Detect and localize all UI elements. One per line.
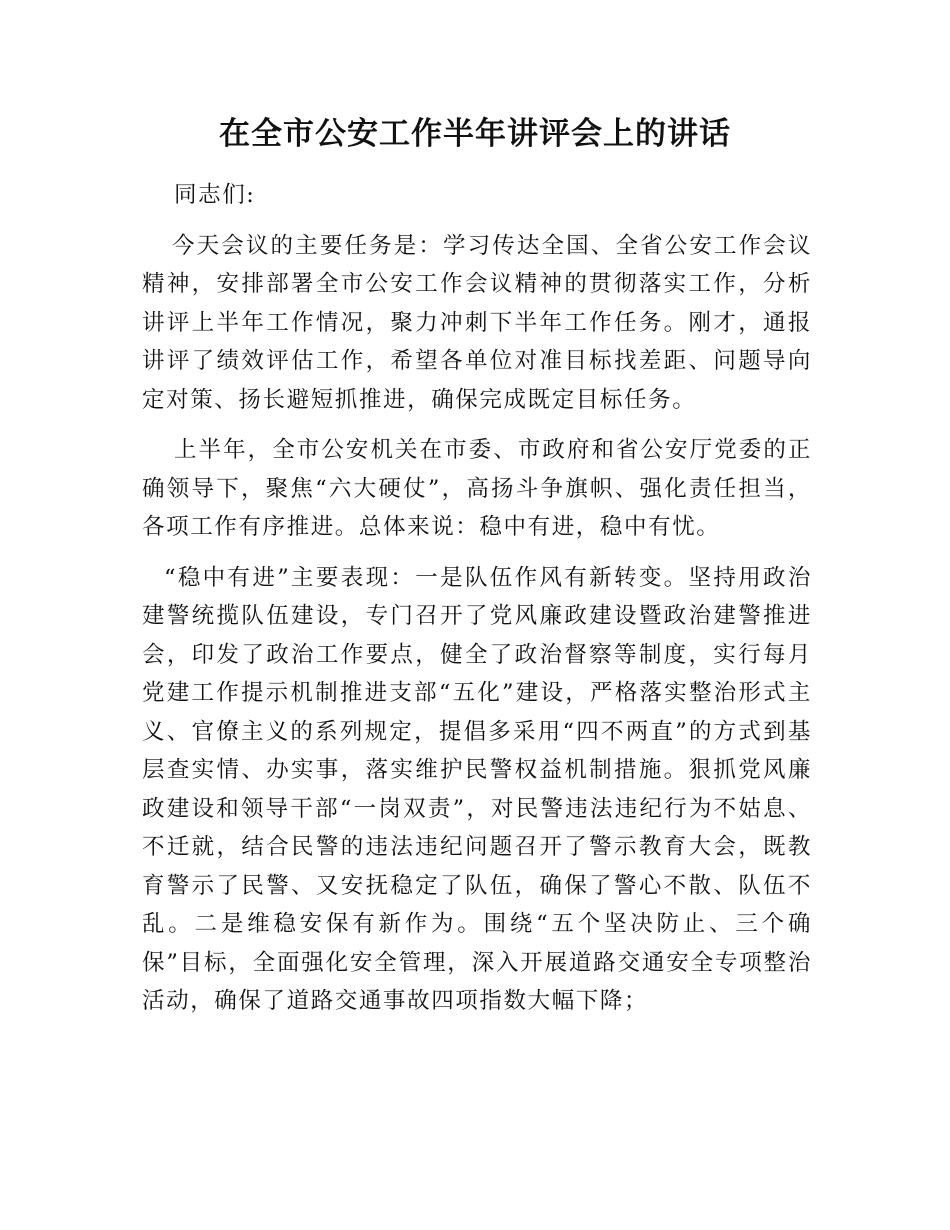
- salutation: 同志们:: [174, 182, 256, 208]
- document-body: [142, 176, 812, 1033]
- paragraph-meeting-tasks: 今天会议的主要任务是：学习传达全国、全省公安工作会议精神，安排部署全市公安工作会议精神的贯彻落实工作，分析讲评上半年工作情况，聚力冲刺下半年工作任务。刚才，通报讲评了绩效评估工作，希望各单位对准目标找差距、问题导向定对策、扬长避短抓推进，确保完成既定目标任务。: [142, 232, 812, 413]
- paragraph-first-half-summary: 上半年，全市公安机关在市委、市政府和省公安厅党委的正确领导下，聚焦“六大硬仗”，高扬斗争旗帜、强化责任担当，各项工作有序推进。总体来说：稳中有进，稳中有忧。: [142, 437, 812, 540]
- paragraph-progress-details: “稳中有进”主要表现：一是队伍作风有新转变。坚持用政治建警统揽队伍建设，专门召开了党风廉政建设暨政治建警推进会，印发了政治工作要点，健全了政治督察等制度，实行每月党建工作提示机制推进支部“五化”建设，严格落实整治形式主义、官僚主义的系列规定，提倡多采用“四不两直”的方式到基层查实情、办实事，落实维护民警权益机制措施。狠抓党风廉政建设和领导干部“一岗双责”，对民警违法违纪行为不姑息、不迁就，结合民警的违法违纪问题召开了警示教育大会，既教育警示了民警、又安抚稳定了队伍，确保了警心不散、队伍不乱。二是维稳安保有新作为。围绕“五个坚决防止、三个确保”目标，全面强化安全管理，深入开展道路交通安全专项整治活动，确保了道路交通事故四项指数大幅下降；: [142, 564, 812, 1014]
- document-title: 在全市公安工作半年讲评会上的讲话: [219, 116, 731, 152]
